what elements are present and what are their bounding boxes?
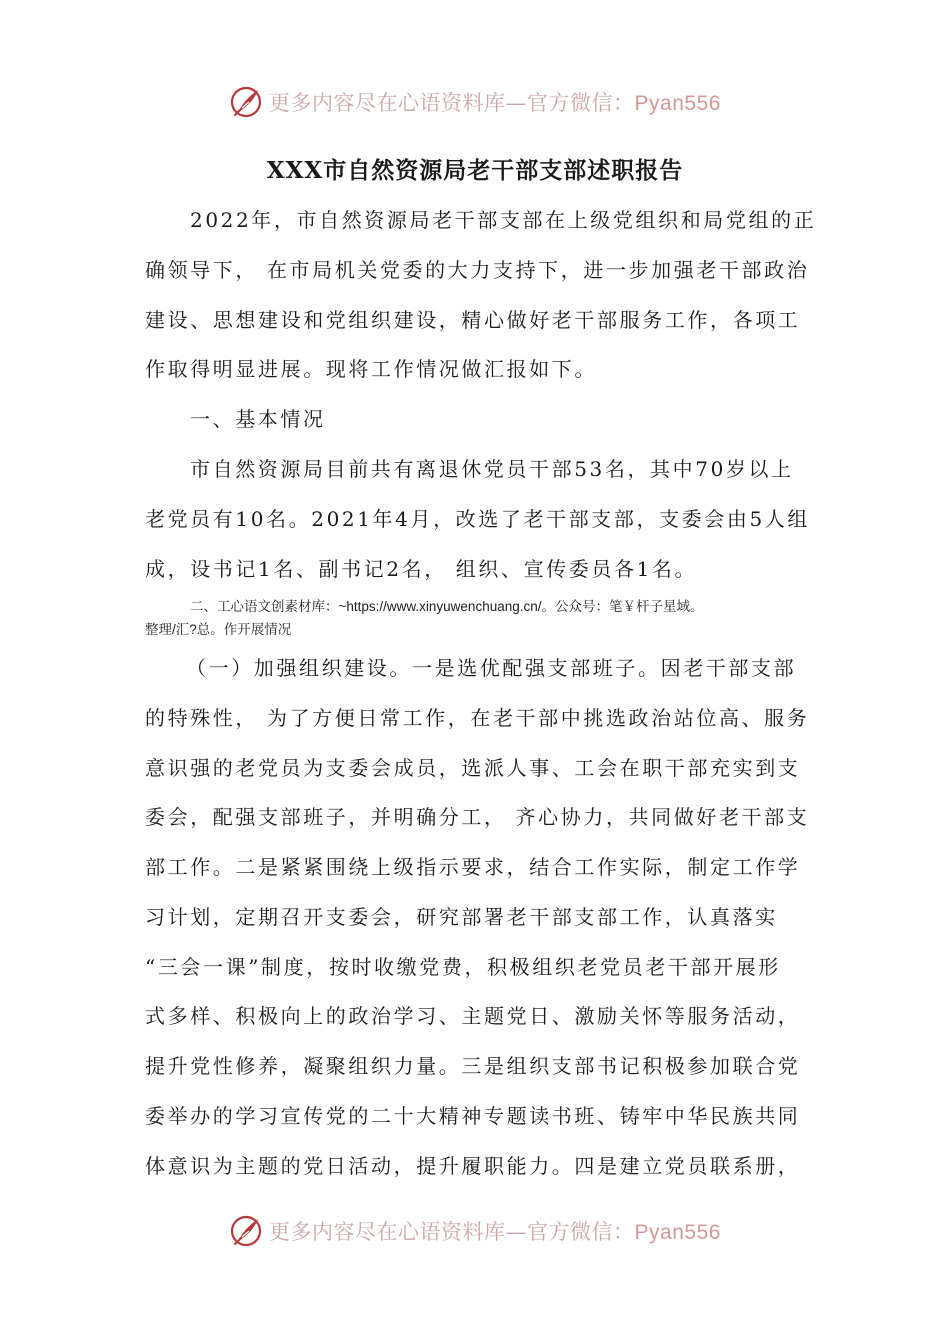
- paragraph-line: 习计划，定期召开支委会，研究部署老干部支部工作，认真落实: [145, 905, 778, 929]
- paragraph-line: 提升党性修养，凝聚组织力量。三是组织支部书记积极参加联合党: [145, 1054, 801, 1078]
- banner-text: 更多内容尽在心语资料库—官方微信：Pyan556: [269, 91, 721, 115]
- paragraph-line: 成，设书记1名、副书记2名， 组织、宣传委员各1名。: [145, 557, 698, 581]
- header-banner: [0, 80, 950, 124]
- footer-banner: [0, 1209, 950, 1253]
- paragraph-line: 2022年，市自然资源局老干部支部在上级党组织和局党组的正: [190, 208, 817, 232]
- watermark-note-line: 整理/汇?总。作开展情况: [145, 622, 292, 637]
- banner-wechat-id: Pyan556: [634, 92, 721, 115]
- paragraph-line: 的特殊性， 为了方便日常工作，在老干部中挑选政治站位高、服务: [145, 706, 810, 730]
- document-title: XXX市自然资源局老干部支部述职报告: [266, 157, 684, 184]
- paragraph-line: 确领导下， 在市局机关党委的大力支持下，进一步加强老干部政治: [145, 258, 810, 282]
- paragraph-line: 意识强的老党员为支委会成员，选派人事、工会在职干部充实到支: [145, 756, 801, 780]
- paragraph-line: 建设、思想建设和党组织建设，精心做好老干部服务工作，各项工: [145, 308, 801, 332]
- paragraph-line: 式多样、积极向上的政治学习、主题党日、激励关怀等服务活动，: [145, 1004, 801, 1028]
- paragraph-line: 委举办的学习宣传党的二十大精神专题读书班、铸牢中华民族共同: [145, 1104, 801, 1128]
- feather-pen-logo-icon: [229, 1214, 263, 1248]
- section-heading: 一、基本情况: [190, 407, 326, 431]
- watermark-note-line: 二、工心语文创素材库：~https://www.xinyuwenchuang.cn/。公众号：笔￥杆子星域。: [190, 599, 704, 614]
- paragraph-line: 作取得明显进展。现将工作情况做汇报如下。: [145, 357, 597, 381]
- paragraph-line: 体意识为主题的党日活动，提升履职能力。四是建立党员联系册，: [145, 1154, 801, 1178]
- paragraph-line: “三会一课”制度，按时收缴党费，积极组织老党员老干部开展形: [145, 955, 781, 979]
- paragraph-line: （一）加强组织建设。一是选优配强支部班子。因老干部支部: [186, 656, 797, 680]
- banner-wechat-id: Pyan556: [634, 1221, 721, 1244]
- paragraph-line: 老党员有10名。2021年4月，改选了老干部支部，支委会由5人组: [145, 507, 810, 531]
- paragraph-line: 市自然资源局目前共有离退休党员干部53名，其中70岁以上: [190, 457, 794, 481]
- banner-text: 更多内容尽在心语资料库—官方微信：Pyan556: [269, 1220, 721, 1244]
- paragraph-line: 部工作。二是紧紧围绕上级指示要求，结合工作实际，制定工作学: [145, 855, 801, 879]
- paragraph-line: 委会，配强支部班子，并明确分工， 齐心协力，共同做好老干部支: [145, 805, 810, 829]
- feather-pen-logo-icon: [229, 85, 263, 119]
